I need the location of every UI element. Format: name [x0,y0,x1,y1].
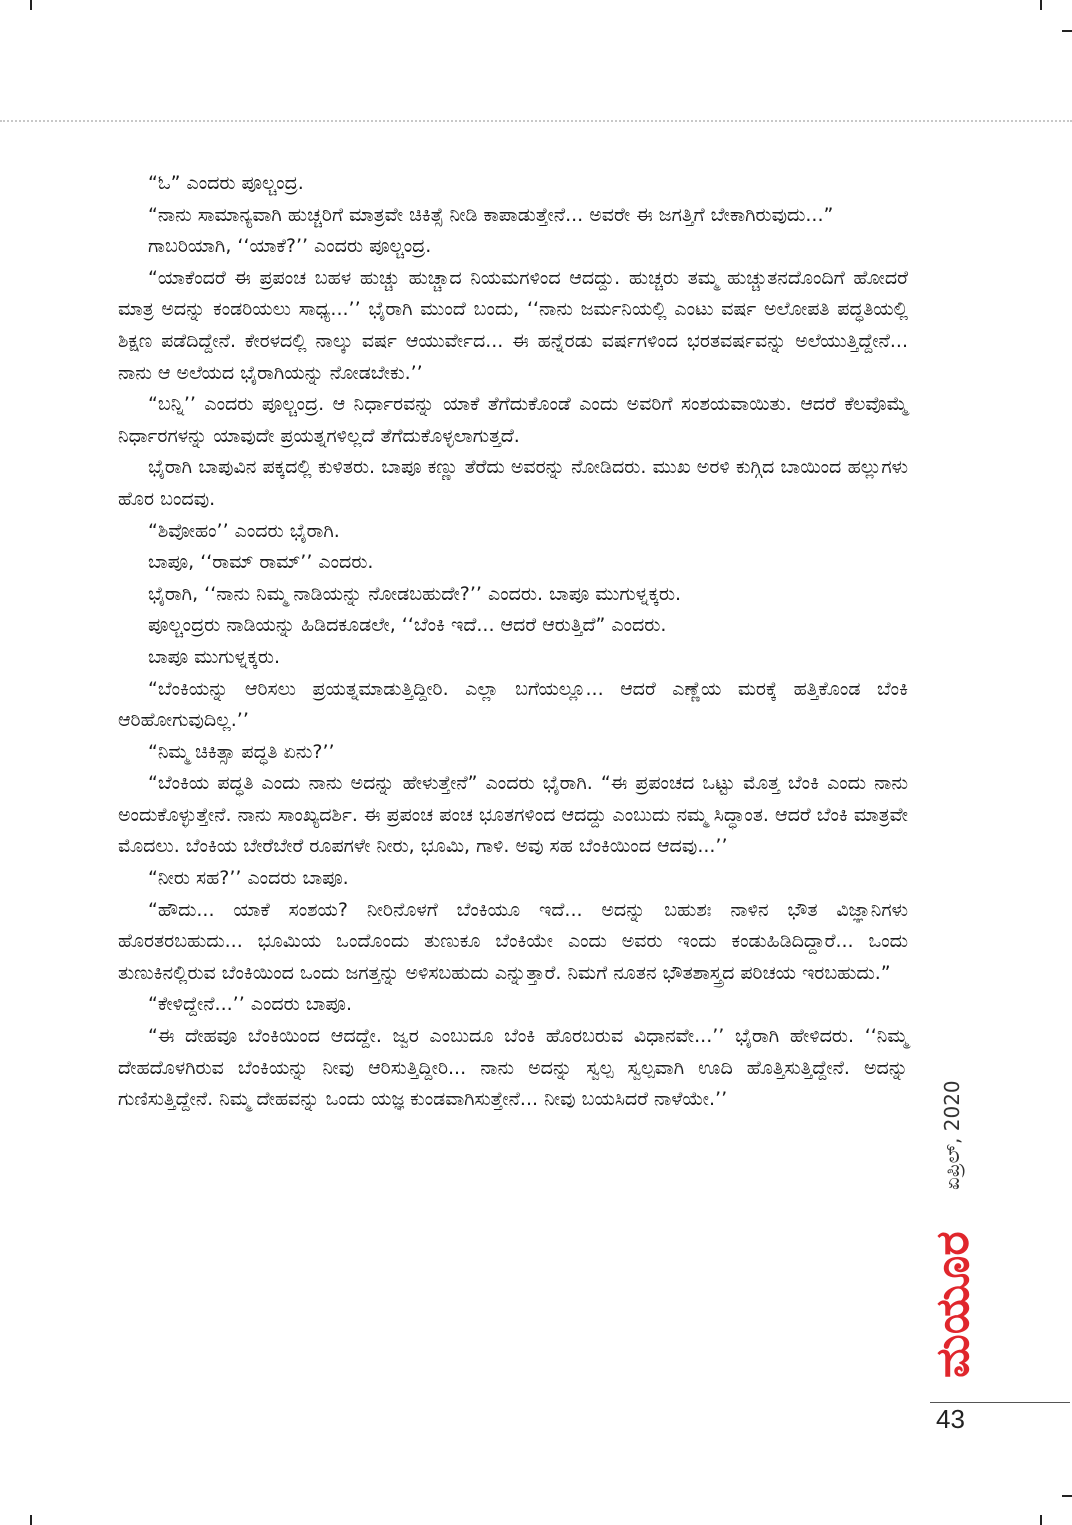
paragraph: ಬಾಪೂ ಮುಗುಳ್ನಕ್ಕರು. [148,645,280,668]
article-body [118,168,908,1116]
crop-mark-bottom-left [30,1515,32,1525]
paragraph: “ಯಾಕೆಂದರೆ ಈ ಪ್ರಪಂಚ ಬಹಳ ಹುಚ್ಚು ಹುಚ್ಚಾದ ನಿಯಮಗಳಿಂದ ಆದದ್ದು. ಹುಚ್ಚರು ತಮ್ಮ ಹುಚ್ಚುತನದೊಂದಿಗೆ ಹೋದರೆ ಮಾತ್ರ ಅದನ್ನು ಕಂಡರಿಯಲು ಸಾಧ್ಯ...’’ ಭೈರಾಗಿ ಮುಂದೆ ಬಂದು, ‘‘ನಾನು ಜರ್ಮನಿಯಲ್ಲಿ ಎಂಟು ವರ್ಷ ಅಲೋಪತಿ ಪದ್ಧತಿಯಲ್ಲಿ ಶಿಕ್ಷಣ ಪಡೆದಿದ್ದೇನೆ. ಕೇರಳದಲ್ಲಿ ನಾಲ್ಕು ವರ್ಷ ಆಯುರ್ವೇದ... ಈ ಹನ್ನೆರಡು ವರ್ಷಗಳಿಂದ ಭರತವರ್ಷವನ್ನು ಅಲೆಯುತ್ತಿದ್ದೇನೆ... ನಾನು ಆ ಅಲೆಯದ ಭೈರಾಗಿಯನ್ನು ನೋಡಬೇಕು.’’ [118,266,908,384]
paragraph: ಗಾಬರಿಯಾಗಿ, ‘‘ಯಾಕೆ?’’ ಎಂದರು ಪೂಲ್ಚಂದ್ರ. [148,235,432,258]
paragraph: “ಬನ್ನಿ’’ ಎಂದರು ಪೂಲ್ಚಂದ್ರ. ಆ ನಿರ್ಧಾರವನ್ನು ಯಾಕೆ ತೆಗೆದುಕೊಂಡೆ ಎಂದು ಅವರಿಗೆ ಸಂಶಯವಾಯಿತು. ಆದರೆ ಕೆಲವೊಮ್ಮೆ ನಿರ್ಧಾರಗಳನ್ನು ಯಾವುದೇ ಪ್ರಯತ್ನಗಳಿಲ್ಲದೆ ತೆಗೆದುಕೊಳ್ಳಲಾಗುತ್ತದೆ. [118,393,908,447]
paragraph: “ಹೌದು... ಯಾಕೆ ಸಂಶಯ? ನೀರಿನೊಳಗೆ ಬೆಂಕಿಯೂ ಇದೆ... ಅದನ್ನು ಬಹುಶಃ ನಾಳಿನ ಭೌತ ವಿಜ್ಞಾನಿಗಳು ಹೊರತರಬಹುದು... ಭೂಮಿಯ ಒಂದೊಂದು ತುಣುಕೂ ಬೆಂಕಿಯೇ ಎಂದು ಅವರು ಇಂದು ಕಂಡುಹಿಡಿದಿದ್ದಾರೆ... ಒಂದು ತುಣುಕಿನಲ್ಲಿರುವ ಬೆಂಕಿಯಿಂದ ಒಂದು ಜಗತ್ತನ್ನು ಅಳಿಸಬಹುದು ಎನ್ನುತ್ತಾರೆ. ನಿಮಗೆ ನೂತನ ಭೌತಶಾಸ್ತ್ರದ ಪರಿಚಯ ಇರಬಹುದು.” [118,898,908,984]
paragraph: “ಬೆಂಕಿಯ ಪದ್ಧತಿ ಎಂದು ನಾನು ಅದನ್ನು ಹೇಳುತ್ತೇನೆ” ಎಂದರು ಭೈರಾಗಿ. “ಈ ಪ್ರಪಂಚದ ಒಟ್ಟು ಮೊತ್ತ ಬೆಂಕಿ ಎಂದು ನಾನು ಅಂದುಕೊಳ್ಳುತ್ತೇನೆ. ನಾನು ಸಾಂಖ್ಯದರ್ಶಿ. ಈ ಪ್ರಪಂಚ ಪಂಚ ಭೂತಗಳಿಂದ ಆದದ್ದು ಎಂಬುದು ನಮ್ಮ ಸಿದ್ಧಾಂತ. ಆದರೆ ಬೆಂಕಿ ಮಾತ್ರವೇ ಮೊದಲು. ಬೆಂಕಿಯ ಬೇರೆಬೇರೆ ರೂಪಗಳೇ ನೀರು, ಭೂಮಿ, ಗಾಳಿ. ಅವು ಸಹ ಬೆಂಕಿಯಿಂದ ಆದವು...’’ [118,772,908,858]
paragraph: “ನೀರು ಸಹ?’’ ಎಂದರು ಬಾಪೂ. [148,867,349,890]
folio-rule [930,1402,1070,1403]
magazine-logo: ಮಯೂರ [925,1231,979,1378]
crop-mark-right-top [1062,30,1072,32]
paragraph: “ನಾನು ಸಾಮಾನ್ಯವಾಗಿ ಹುಚ್ಚರಿಗೆ ಮಾತ್ರವೇ ಚಿಕಿತ್ಸೆ ನೀಡಿ ಕಾಪಾಡುತ್ತೇನೆ... ಅವರೇ ಈ ಜಗತ್ತಿಗೆ ಬೇಕಾಗಿರುವುದು...” [148,203,834,226]
header-dotted-rule [0,120,1072,122]
paragraph: “ನಿಮ್ಮ ಚಿಕಿತ್ಸಾ ಪದ್ಧತಿ ಏನು?’’ [148,740,335,763]
paragraph: “ಶಿವೋಹಂ’’ ಎಂದರು ಭೈರಾಗಿ. [148,519,340,542]
issue-date: ಏಪ್ರಿಲ್, 2020 [940,1080,964,1190]
paragraph: ಭೈರಾಗಿ ಬಾಪುವಿನ ಪಕ್ಕದಲ್ಲಿ ಕುಳಿತರು. ಬಾಪೂ ಕಣ್ಣು ತೆರೆದು ಅವರನ್ನು ನೋಡಿದರು. ಮುಖ ಅರಳಿ ಕುಗ್ಗಿದ ಬಾಯಿಂದ ಹಲ್ಲುಗಳು ಹೊರ ಬಂದವು. [118,456,908,510]
paragraph: “ಕೇಳಿದ್ದೇನೆ...’’ ಎಂದರು ಬಾಪೂ. [148,993,352,1016]
paragraph: ಭೈರಾಗಿ, ‘‘ನಾನು ನಿಮ್ಮ ನಾಡಿಯನ್ನು ನೋಡಬಹುದೇ?’’ ಎಂದರು. ಬಾಪೂ ಮುಗುಳ್ನಕ್ಕರು. [148,582,682,605]
paragraph: ಬಾಪೂ, ‘‘ರಾಮ್ ರಾಮ್’’ ಎಂದರು. [148,551,374,574]
page-number: 43 [936,1404,965,1434]
paragraph: “ಬೆಂಕಿಯನ್ನು ಆರಿಸಲು ಪ್ರಯತ್ನಮಾಡುತ್ತಿದ್ದೀರಿ. ಎಲ್ಲಾ ಬಗೆಯಲ್ಲೂ... ಆದರೆ ಎಣ್ಣೆಯ ಮರಕ್ಕೆ ಹತ್ತಿಕೊಂಡ ಬೆಂಕಿ ಆರಿಹೋಗುವುದಿಲ್ಲ.’’ [118,677,908,732]
crop-mark-top-right [1040,0,1042,10]
paragraph: “ಓ” ಎಂದರು ಪೂಲ್ಚಂದ್ರ. [148,172,304,194]
paragraph: “ಈ ದೇಹವೂ ಬೆಂಕಿಯಿಂದ ಆದದ್ದೇ. ಜ್ವರ ಎಂಬುದೂ ಬೆಂಕಿ ಹೊರಬರುವ ವಿಧಾನವೇ...’’ ಭೈರಾಗಿ ಹೇಳಿದರು. ‘‘ನಿಮ್ಮ ದೇಹದೊಳಗಿರುವ ಬೆಂಕಿಯನ್ನು ನೀವು ಆರಿಸುತ್ತಿದ್ದೀರಿ... ನಾನು ಅದನ್ನು ಸ್ವಲ್ಪ ಸ್ವಲ್ಪವಾಗಿ ಊದಿ ಹೊತ್ತಿಸುತ್ತಿದ್ದೇನೆ. ಅದನ್ನು ಗುಣಿಸುತ್ತಿದ್ದೇನೆ. ನಿಮ್ಮ ದೇಹವನ್ನು ಒಂದು ಯಜ್ಞ ಕುಂಡವಾಗಿಸುತ್ತೇನೆ... ನೀವು ಬಯಸಿದರೆ ನಾಳೆಯೇ.’’ [118,1025,908,1111]
crop-mark-top-left [30,0,32,10]
paragraph: ಪೂಲ್ಚಂದ್ರರು ನಾಡಿಯನ್ನು ಹಿಡಿದಕೂಡಲೇ, ‘‘ಬೆಂಕಿ ಇದೆ... ಆದರೆ ಆರುತ್ತಿದೆ” ಎಂದರು. [148,614,667,637]
crop-mark-bottom-right [1040,1515,1042,1525]
crop-mark-right-bottom [1062,1495,1072,1497]
